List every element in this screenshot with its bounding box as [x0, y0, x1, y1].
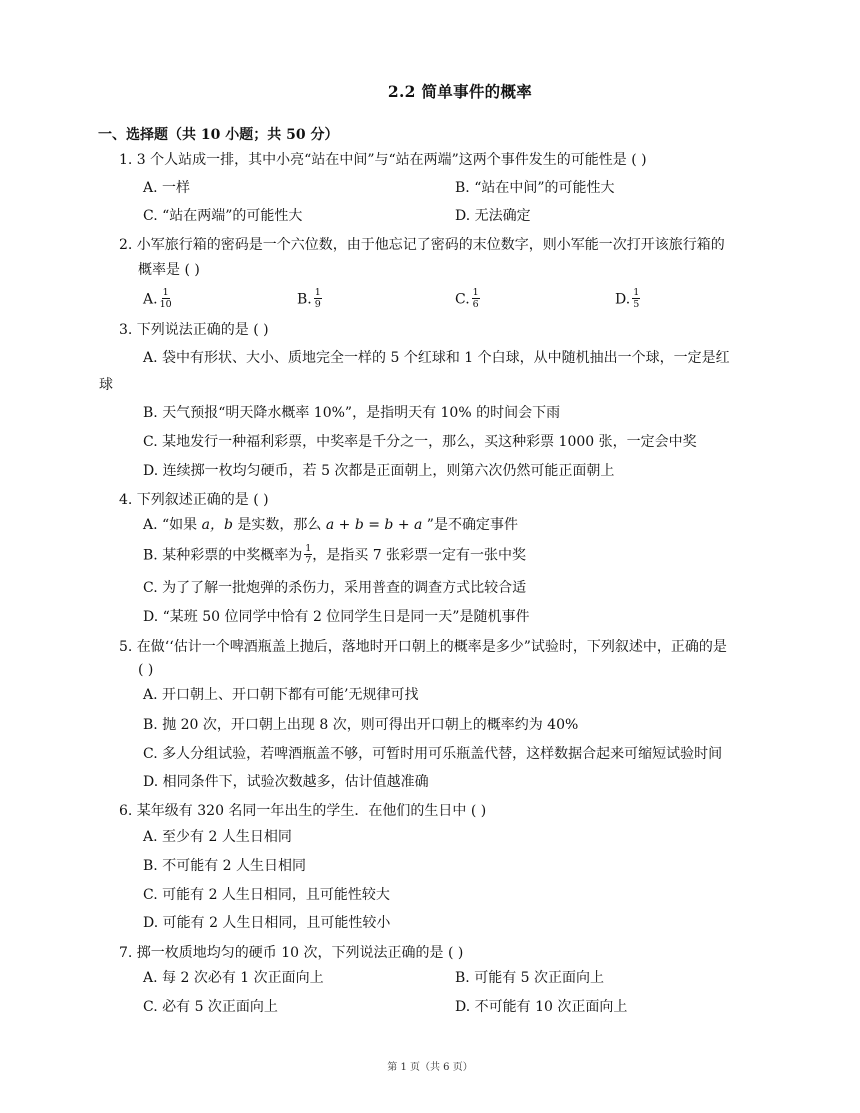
q2-stem-line1: 2. 小军旅行箱的密码是一个六位数，由于他忘记了密码的末位数字，则小军能一次打开该旅行箱的 — [119, 237, 725, 253]
q5-stem-line1: 5. 在做‘‘估计一个啤酒瓶盖上抛后，落地时开口朝上的概率是多少”试验时，下列叙述中，正确的是 — [119, 639, 727, 655]
q6-option-d: D. 可能有 2 人生日相同，且可能性较小 — [143, 915, 391, 931]
q2-option-a-label: A. — [143, 291, 158, 308]
q2-option-a — [143, 289, 172, 310]
q7-option-b: B. 可能有 5 次正面向上 — [455, 970, 604, 986]
q2-option-a-fraction: $\frac{1}{10}$ — [159, 287, 172, 310]
q7-option-d: D. 不可能有 10 次正面向上 — [455, 999, 628, 1015]
q2-option-c-fraction: $\frac{1}{6}$ — [472, 287, 479, 310]
q4-option-d: D. “某班 50 位同学中恰有 2 位同学生日是同一天”是随机事件 — [143, 609, 530, 625]
q5-option-c: C. 多人分组试验，若啤酒瓶盖不够，可暂时用可乐瓶盖代替，这样数据合起来可缩短试验时间 — [143, 746, 723, 762]
q2-option-c-label: C. — [455, 291, 470, 308]
q3-option-a-line1: A. 袋中有形状、大小、质地完全一样的 5 个红球和 1 个白球，从中随机抽出一个球，一定是红 — [143, 350, 730, 366]
q2-option-c — [455, 289, 480, 310]
q3-stem: 3. 下列说法正确的是 ( ) — [119, 322, 269, 338]
q4-option-a-variables: a，b — [201, 517, 233, 533]
q1-option-a: A. 一样 — [143, 180, 191, 196]
q2-option-b-label: B. — [297, 291, 312, 308]
q2-option-b-fraction: $\frac{1}{9}$ — [314, 287, 321, 310]
q4-option-c: C. 为了了解一批炮弹的杀伤力，采用普查的调查方式比较合适 — [143, 580, 527, 596]
q1-stem: 1. 3 个人站成一排，其中小亮“站在中间”与“站在两端”这两个事件发生的可能性是 ( ) — [119, 152, 647, 168]
q1-option-b: B. “站在中间”的可能性大 — [455, 180, 615, 196]
q4-option-b-prefix: B. 某种彩票的中奖概率为 — [143, 547, 303, 564]
page-footer: 第 1 页（共 6 页） — [387, 1062, 473, 1073]
q3-option-c: C. 某地发行一种福利彩票，中奖率是千分之一，那么，买这种彩票 1000 张，一定会中奖 — [143, 434, 697, 450]
q6-option-c: C. 可能有 2 人生日相同，且可能性较大 — [143, 887, 390, 903]
q5-option-a: A. 开口朝上、开口朝下都有可能’无规律可找 — [143, 687, 419, 703]
q4-option-a-middle: 是实数，那么 — [232, 517, 326, 533]
q5-option-d: D. 相同条件下，试验次数越多，估计值越准确 — [143, 774, 429, 790]
q5-option-b: B. 抛 20 次，开口朝上出现 8 次，则可得出开口朝上的概率约为 40% — [143, 717, 579, 733]
q4-option-a-suffix: ”是不确定事件 — [422, 517, 518, 533]
q4-option-a-equation: a + b = b + a — [325, 517, 423, 533]
q5-stem-line2: ( ) — [138, 662, 154, 678]
q6-stem: 6. 某年级有 320 名同一年出生的学生．在他们的生日中 ( ) — [119, 803, 487, 819]
q2-option-b — [297, 289, 322, 310]
q2-option-d-fraction: $\frac{1}{5}$ — [633, 287, 640, 310]
q7-option-a: A. 每 2 次必有 1 次正面向上 — [143, 970, 324, 986]
section-heading: 一、选择题（共 10 小题；共 50 分） — [98, 127, 339, 143]
q1-option-d: D. 无法确定 — [455, 208, 531, 224]
q2-option-d — [615, 289, 640, 310]
q3-option-d: D. 连续掷一枚均匀硬币，若 5 次都是正面朝上，则第六次仍然可能正面朝上 — [143, 463, 615, 479]
q7-stem: 7. 掷一枚质地均匀的硬币 10 次，下列说法正确的是 ( ) — [119, 945, 464, 961]
q4-option-b-suffix: ，是指买 7 张彩票一定有一张中奖 — [312, 547, 527, 564]
q1-option-c: C. “站在两端”的可能性大 — [143, 208, 303, 224]
q7-option-c: C. 必有 5 次正面向上 — [143, 999, 278, 1015]
q6-option-a: A. 至少有 2 人生日相同 — [143, 829, 292, 845]
q4-option-b-fraction: $\frac{1}{7}$ — [305, 543, 312, 566]
q2-option-d-label: D. — [615, 291, 631, 308]
q6-option-b: B. 不可能有 2 人生日相同 — [143, 858, 306, 874]
q2-stem-line2: 概率是 ( ) — [138, 262, 200, 278]
q4-stem: 4. 下列叙述正确的是 ( ) — [119, 492, 269, 508]
q3-option-b: B. 天气预报“明天降水概率 10%”，是指明天有 10% 的时间会下雨 — [143, 405, 561, 421]
q3-option-a-line2: 球 — [99, 377, 113, 393]
q4-option-b — [143, 545, 526, 566]
page-title: 2.2 简单事件的概率 — [387, 82, 533, 101]
q4-option-a-prefix: A. “如果 — [143, 517, 202, 533]
q4-option-a — [143, 515, 518, 535]
